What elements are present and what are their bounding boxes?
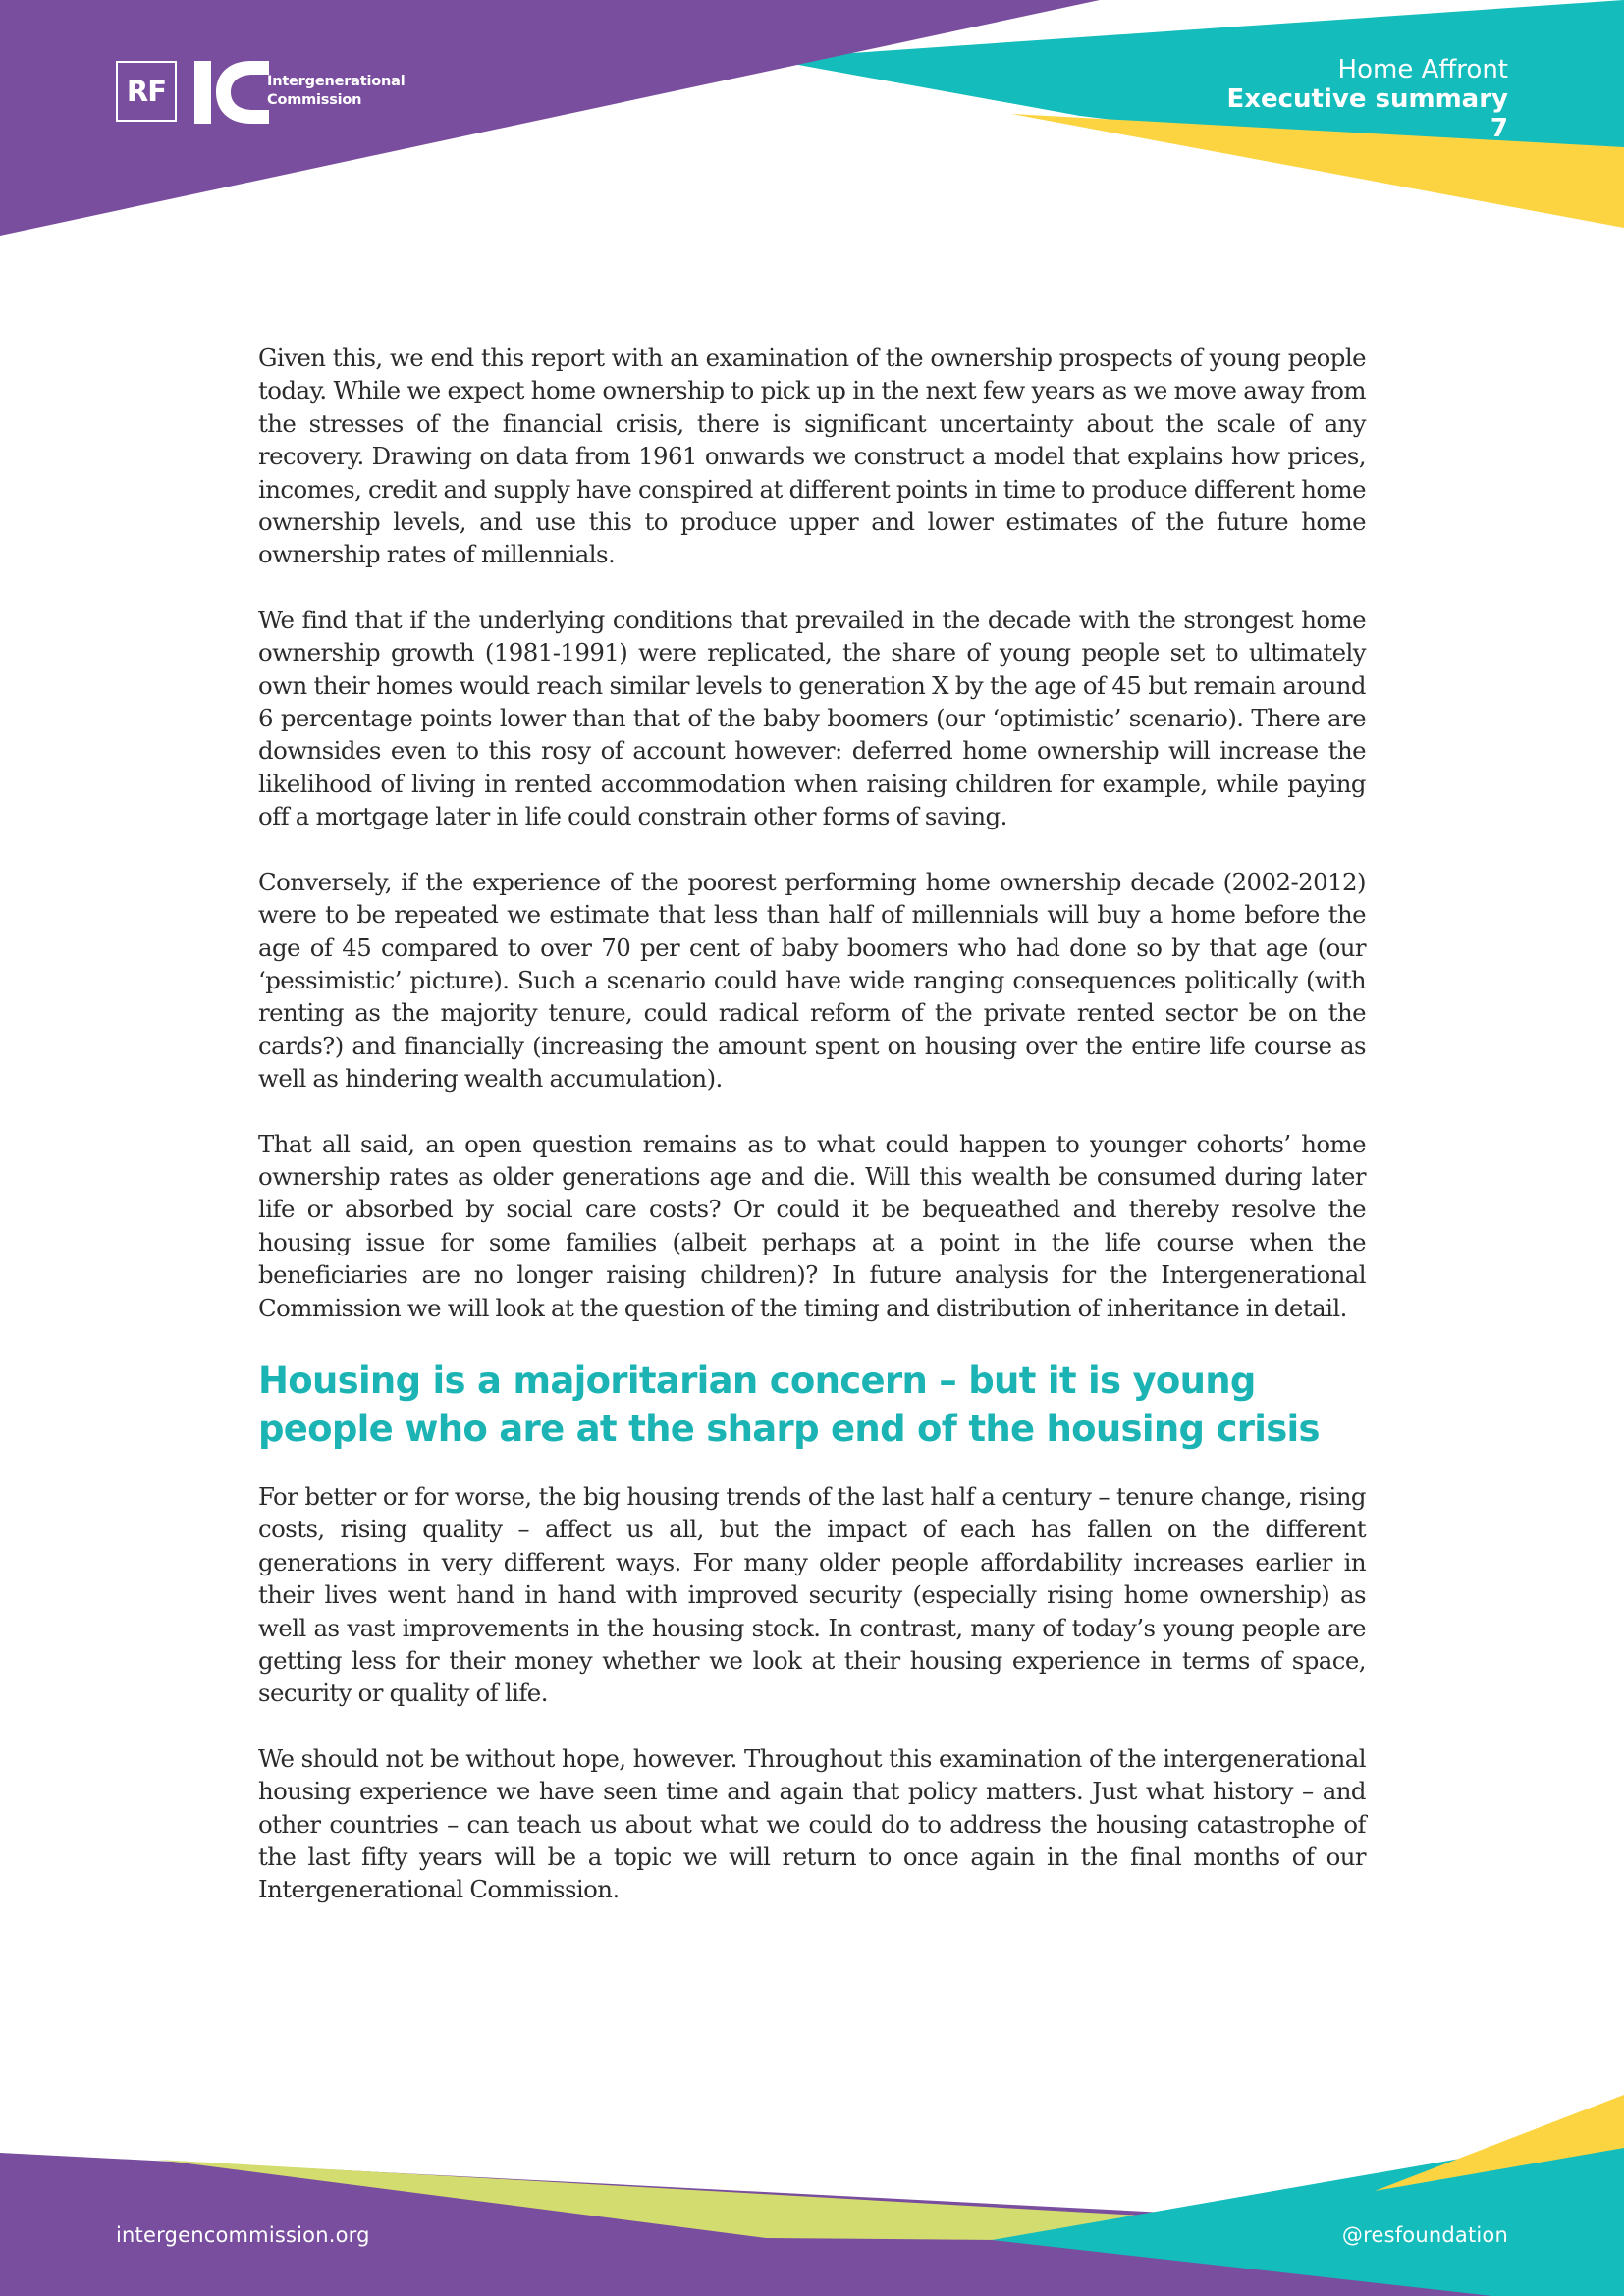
rf-logo: RF — [116, 61, 177, 122]
footer-social-handle[interactable]: @resfoundation — [1341, 2223, 1508, 2247]
body-paragraph: Conversely, if the experience of the poorest performing home ownership decade (2002-2012) were to be repeated we estimate that less than half of millennials will buy a home before the age of 45 compared to over 70 per cent of baby boomers who had done so by that age (our ‘pessimistic’ picture). Such a scenario could have wide ranging consequences politically (with renting as the majority tenure, could radical reform of the private rented sector be on the cards?) and financially (increasing the amount spent on housing over the entire life course as well as hindering wealth accumulation). — [258, 867, 1366, 1094]
body-paragraph: Given this, we end this report with an examination of the ownership prospects of young people today. While we expect home ownership to pick up in the next few years as we move away from the stresses of the financial crisis, there is significant uncertainty about the scale of any recovery. Drawing on data from 1961 onwards we construct a model that explains how prices, incomes, credit and supply have conspired at different points in time to produce different home ownership levels, and use this to produce upper and lower estimates of the future home ownership rates of millennials. — [258, 344, 1366, 569]
body-paragraph: That all said, an open question remains as to what could happen to younger cohorts’ home ownership rates as older generations age and die. Will this wealth be consumed during later life or absorbed by social care costs? Or could it be bequeathed and thereby resolve the housing issue for some families (albeit perhaps at a point in the life course when the beneficiaries are no longer raising children)? In future analysis for the Intergenerational Commission we will look at the question of the timing and distribution of inheritance in detail. — [258, 1129, 1366, 1322]
main-content — [258, 342, 1366, 1939]
running-header — [1226, 55, 1508, 143]
page-number: 7 — [1489, 114, 1508, 143]
body-paragraph: We should not be without hope, however. Throughout this examination of the intergenerational housing experience we have seen time and again that policy matters. Just what history – and other countries – can teach us about what we could do to address the housing catastrophe of the last fifty years will be a topic we will return to once again in the final months of our Intergenerational Commission. — [258, 1743, 1366, 1904]
logo-i-bar — [194, 61, 211, 124]
commission-wordmark — [267, 73, 405, 110]
commission-wordmark-line2: Commission — [267, 92, 362, 108]
logo-c-shape — [216, 61, 269, 124]
section-title: Executive summary — [1226, 84, 1508, 114]
report-title: Home Affront — [1337, 55, 1508, 84]
footer-website-link[interactable]: intergencommission.org — [116, 2223, 370, 2247]
section-heading: Housing is a majoritarian concern – but it is young people who are at the sharp end of the housing crisis — [258, 1359, 1320, 1450]
commission-wordmark-line1: Intergenerational — [267, 74, 406, 89]
body-paragraph: We find that if the underlying conditions that prevailed in the decade with the strongest home ownership growth (1981-1991) were replicated, the share of young people set to ultimately own their homes would reach similar levels to generation X by the age of 45 but remain around 6 percentage points lower than that of the baby boomers (our ‘optimistic’ scenario). There are downsides even to this rosy of account however: deferred home ownership will increase the likelihood of living in rented accommodation when raising children for example, while paying off a mortgage later in life could constrain other forms of saving. — [258, 605, 1366, 831]
body-paragraph: For better or for worse, the big housing trends of the last half a century – tenure change, rising costs, rising quality – affect us all, but the impact of each has fallen on the different generations in very different ways. For many older people affordability increases earlier in their lives went hand in hand with improved security (especially rising home ownership) as well as vast improvements in the housing stock. In contrast, many of today’s young people are getting less for their money whether we look at their housing experience in terms of space, security or quality of life. — [258, 1481, 1366, 1708]
